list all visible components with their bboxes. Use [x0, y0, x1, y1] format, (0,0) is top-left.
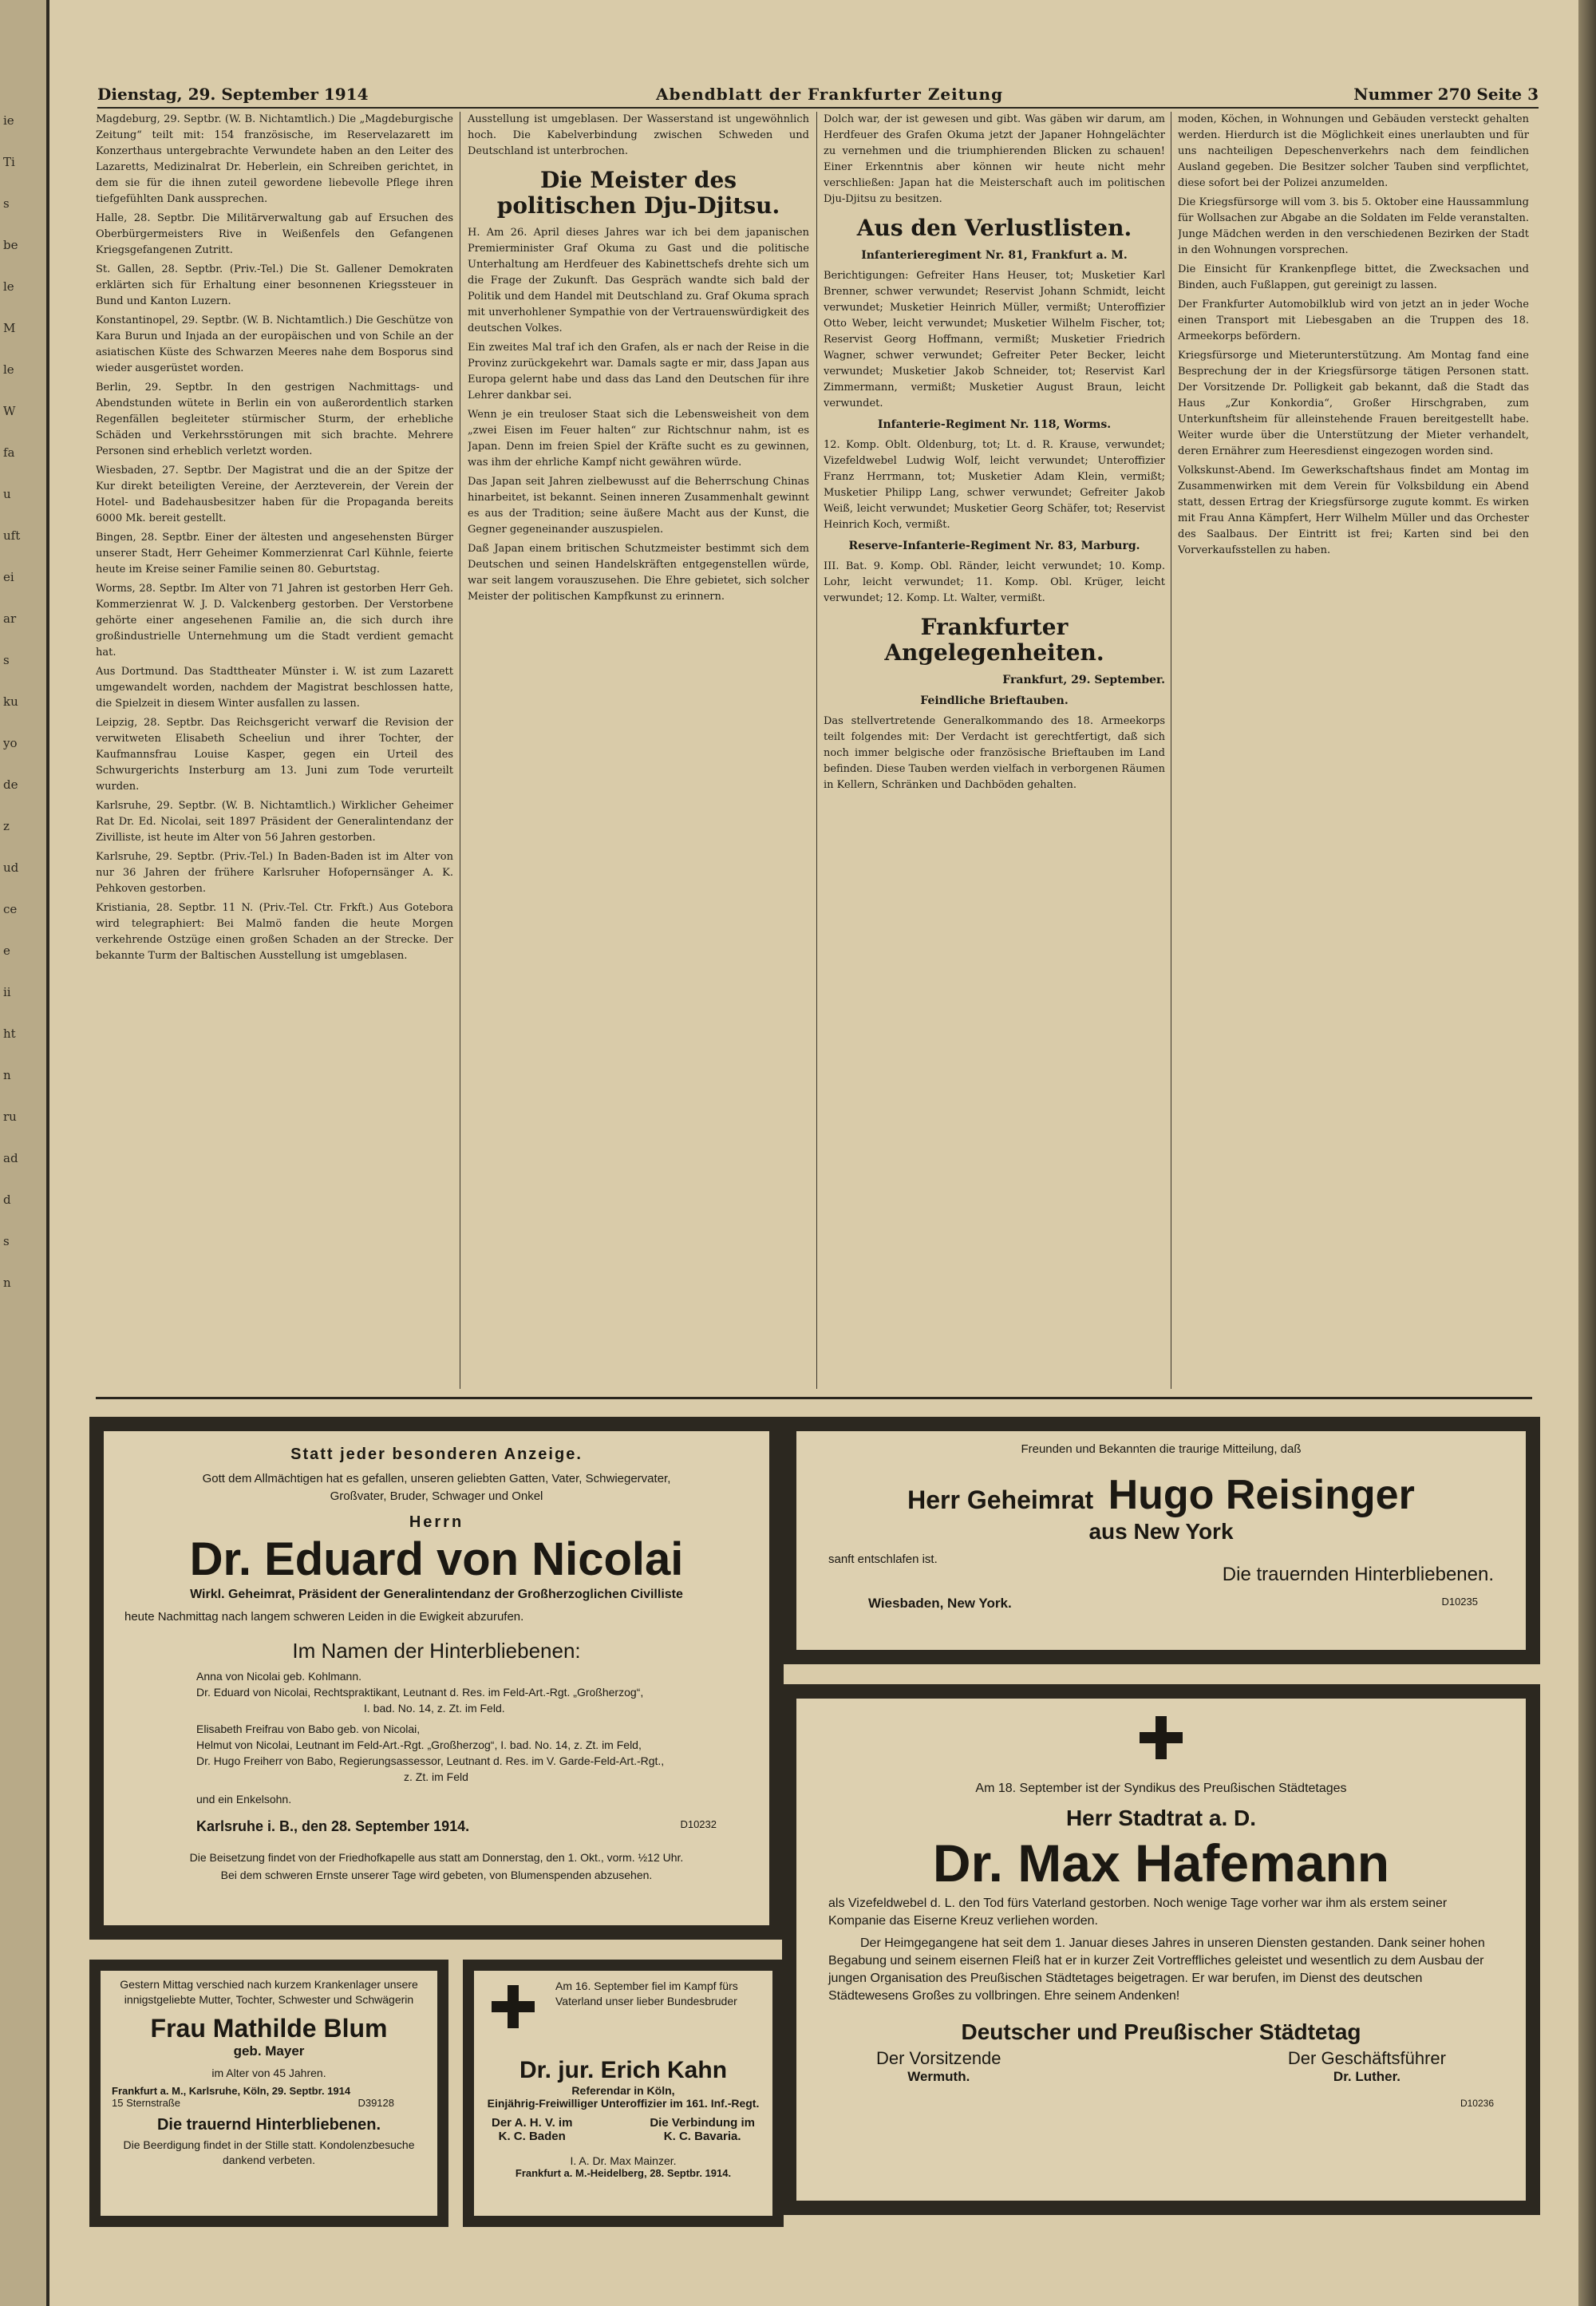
ad-text: Der Heimgegangene hat seit dem 1. Januar dieses Jahres in unseren Diensten gestanden. Dank seiner hohen Begabung und seinem eisernen Fleiß hat er in kurzer Zeit Vortreffliches geleistet und wesentlich zu dem Ausbau der jungen Organisation des Preußischen Städtetages beigetragen. Er war berufen, im Dienst des deutschen Städtewesens Großes zu vollbringen. Ehre seinem Andenken!	[828, 1936, 1485, 2003]
deceased-title: Referendar in Köln,	[571, 2084, 675, 2097]
news-item: Aus Dortmund. Das Stadttheater Münster i. W. ist zum Lazarett umgewandelt worden, nachdem der Magistrat beschlossen hatte, die Spielzeit in diesem Winter ausfallen zu lassen.	[96, 666, 453, 710]
column-1	[96, 112, 453, 1389]
ad-place-date: Karlsruhe i. B., den 28. September 1914.	[196, 1818, 470, 1834]
prev-page-text-fragment: ku	[3, 694, 18, 709]
signatory-name: Wermuth.	[907, 2069, 970, 2084]
prev-page-text-fragment: be	[3, 238, 18, 252]
prev-page-text-fragment: ru	[3, 1109, 17, 1124]
bereaved-line: I. bad. No. 14, z. Zt. im Feld.	[364, 1702, 505, 1715]
news-item: Volkskunst-Abend. Im Gewerkschaftshaus findet am Montag im Zusammenwirken mit dem Verein für Volksbildung ein Abend statt, dessen Ertrag der Kriegsfürsorge zugute kommt. Es wirken mit Frau Anna Kämpfert, Herr Wilhelm Müller und das Orchester des Saalbaus. Der Eintritt ist frei; Karten sind bei den Vorverkaufsstellen zu haben.	[1178, 465, 1529, 556]
signatory-name: Dr. Luther.	[1333, 2069, 1400, 2084]
prev-page-text-fragment: s	[3, 196, 10, 211]
prev-page-text-fragment: ar	[3, 611, 17, 626]
prev-page-text-fragment: e	[3, 943, 10, 958]
news-item: Konstantinopel, 29. Septbr. (W. B. Nichtamtlich.) Die Geschütze von Kara Burun und Injada an der europäischen und von Schile an der asiatischen Küste des Schwarzen Meeres nahe dem Bosporus sind wieder ausgerüstet worden.	[96, 314, 453, 374]
ad-place: Wiesbaden, New York.	[868, 1596, 1012, 1611]
prev-page-text-fragment: yo	[3, 736, 18, 750]
prev-page-text-fragment: W	[3, 404, 16, 418]
prev-page-text-fragment: de	[3, 777, 18, 792]
prev-page-text-fragment: M	[3, 321, 16, 335]
news-item: Ausstellung ist umgeblasen. Der Wasserstand ist ungewöhnlich hoch. Die Kabelverbindung zwischen Schweden und Deutschland ist unterbrochen.	[468, 113, 809, 157]
ad-herrn: Herrn	[409, 1513, 464, 1531]
article-paragraph: Ein zweites Mal traf ich den Grafen, als er nach der Reise in die Provinz zurückgekehrt war. Damals sagte er mir, dass Japan aus Europa gelernt habe und dass das Land den Deutschen für ihre Lehrer dankbar sei.	[468, 342, 809, 401]
prev-page-text-fragment: s	[3, 1234, 10, 1248]
column-4	[1178, 112, 1529, 1389]
ad-top-line: Am 16. September fiel im Kampf fürs Vaterland unser lieber Bundesbruder	[555, 1980, 738, 2007]
deceased-name: Hugo Reisinger	[1108, 1472, 1415, 1518]
article-paragraph: Das stellvertretende Generalkommando des 18. Armeekorps teilt folgendes mit: Der Verdacht ist gerechtfertigt, daß sich noch immer belgische oder französische Brieftauben im Land befinden. Diese Tauben werden vielfach in verborgenen Räumen in Kellern, Schränken und Dachböden gehalten.	[824, 715, 1165, 791]
subheading: Feindliche Brieftauben.	[920, 694, 1069, 707]
news-item: Karlsruhe, 29. Septbr. (Priv.-Tel.) In Baden-Baden ist im Alter von nur 36 Jahren der frühere Karlsruher Hofopernsänger A. K. Pehkoven gestorben.	[96, 851, 453, 895]
deceased-born: geb. Mayer	[233, 2043, 305, 2059]
obituary-kahn	[463, 1960, 784, 2227]
obituary-blum	[89, 1960, 448, 2227]
prev-page-text-fragment: ie	[3, 113, 14, 128]
news-item: Karlsruhe, 29. Septbr. (W. B. Nichtamtlich.) Wirklicher Geheimer Rat Dr. Ed. Nicolai, seit 1897 Präsident der Generalintendanz der Zivilliste, ist heute im Alter von 56 Jahren gestorben.	[96, 800, 453, 844]
news-item: St. Gallen, 28. Septbr. (Priv.-Tel.) Die St. Gallener Demokraten erklärten sich für Erhaltung einer besonnenen Kriegssteuer in Bund und Kanton Luzern.	[96, 263, 453, 307]
regiment-heading: Infanterieregiment Nr. 81, Frankfurt a. M.	[861, 249, 1128, 262]
ad-top-line: Statt jeder besonderen Anzeige.	[290, 1446, 583, 1463]
header-issue: Nummer 270 Seite 3	[1353, 85, 1539, 104]
article-paragraph: Das Japan seit Jahren zielbewusst auf die Beherrschung Chinas hinarbeitet, ist bekannt. Seinen inneren Zusammenhalt gewinnt es aus der Tradition; seine äußere Macht aus der Kunst, die Gegner gegeneinander auszuspielen.	[468, 476, 809, 536]
ad-sender: Die Verbindung im	[650, 2116, 755, 2130]
prev-page-text-fragment: ad	[3, 1151, 18, 1165]
news-item: Die Kriegsfürsorge will vom 3. bis 5. Oktober eine Haussammlung für Wollsachen zur Abgabe an die Soldaten im Felde veranstalten. Junge Mädchen werden in den verschiedenen Bezirken der Stadt in den Wohnungen vorsprechen.	[1178, 196, 1529, 256]
prev-page-text-fragment: ce	[3, 902, 18, 916]
obituary-nicolai	[89, 1417, 784, 1940]
ad-footnote: Bei dem schweren Ernste unserer Tage wird gebeten, von Blumenspenden abzusehen.	[220, 1869, 653, 1881]
prev-page-text-fragment: n	[3, 1276, 11, 1290]
bereaved-line: und ein Enkelsohn.	[196, 1793, 292, 1806]
dateline: Frankfurt, 29. September.	[1002, 674, 1165, 686]
prev-page-text-fragment: le	[3, 279, 14, 294]
news-item: Bingen, 28. Septbr. Einer der ältesten und angesehensten Bürger unserer Stadt, Herr Geheimer Kommerzienrat Carl Kühnle, feierte heute im Kreise seiner Familie seinen 80. Geburtstag.	[96, 532, 453, 576]
ad-street: 15 Sternstraße	[112, 2097, 180, 2109]
bereaved-heading: Im Namen der Hinterbliebenen:	[292, 1639, 581, 1663]
news-item: Magdeburg, 29. Septbr. (W. B. Nichtamtlich.) Die „Magdeburgische Zeitung“ teilt mit: 154 französische, im Reservelazarett im Konzerthaus untergebrachte Verwundete haben an den Leiter des Lazaretts, Medizinalrat Dr. Heberlein, ein Schreiben gerichtet, in dem sie für die ihnen zuteil gewordene liebevolle Pflege ihren tiefgefühlten Dank aussprechen.	[96, 113, 453, 205]
prev-page-text-fragment: ht	[3, 1026, 16, 1041]
column-rule	[816, 112, 817, 1389]
bereaved-line: Anna von Nicolai geb. Kohlmann.	[196, 1670, 362, 1683]
bereaved-line: Elisabeth Freifrau von Babo geb. von Nicolai,	[196, 1723, 421, 1735]
iron-cross-icon	[492, 1985, 535, 2028]
news-item: Die Einsicht für Krankenpflege bittet, die Zwecksachen und Binden, auch Fußlappen, gut gereinigt zu lassen.	[1178, 263, 1529, 291]
deceased-origin: aus New York	[1088, 1519, 1234, 1544]
iron-cross-icon	[1140, 1716, 1183, 1759]
prev-page-text-fragment: Ti	[3, 155, 15, 169]
regiment-heading: Reserve-Infanterie-Regiment Nr. 83, Marburg.	[848, 540, 1140, 552]
organisation-name: Deutscher und Preußischer Städtetag	[961, 2019, 1361, 2044]
ad-code: D10232	[680, 1818, 717, 1830]
ad-text: heute Nachmittag nach langem schweren Leiden in die Ewigkeit abzurufen.	[124, 1610, 524, 1624]
news-item: Kristiania, 28. Septbr. 11 N. (Priv.-Tel. Ctr. Frkft.) Aus Gotebora wird telegraphiert: Bei Malmö fanden die heute Morgen verkehrende Ostzüge einen großen Schaden an der Strecke. Der bekannte Turm der Baltischen Ausstellung ist umgeblasen.	[96, 902, 453, 962]
ad-signature: Die trauernd Hinterbliebenen.	[156, 2116, 381, 2134]
obituary-reisinger	[782, 1417, 1540, 1664]
article-paragraph: H. Am 26. April dieses Jahres war ich bei dem japanischen Premierminister Graf Okuma zu Gast und die politische Unterhaltung am Herdfeuer des Kabinettschefs drehte sich um die Frage der Zukunft. Das Gespräch wandte sich bald der Politik und dem Handel mit Deutschland zu. Graf Okuma sprach mit unverhohlener Sympathie von der Vertrauenswürdigkeit des deutschen Volkes.	[468, 227, 809, 334]
header-date: Dienstag, 29. September 1914	[97, 85, 369, 104]
ad-top-line: Gestern Mittag verschied nach kurzem Krankenlager unsere innigstgeliebte Mutter, Tochter, Schwester und Schwägerin	[120, 1978, 418, 2006]
ad-code: D10235	[1441, 1596, 1478, 1608]
regiment-heading: Infanterie-Regiment Nr. 118, Worms.	[877, 418, 1112, 431]
binding-spine	[1578, 0, 1596, 2306]
deceased-name: Dr. Max Hafemann	[932, 1833, 1390, 1893]
casualty-list-headline: Aus den Verlustlisten.	[856, 215, 1132, 241]
news-item: Worms, 28. Septbr. Im Alter von 71 Jahren ist gestorben Herr Geh. Kommerzienrat W. J. D. Valckenberg gestorben. Der Verstorbene gehörte einer angesehenen Familie an, die sich durch ihre großindustrielle Unternehmung um die Stadt verdient gemacht hat.	[96, 583, 453, 659]
prev-page-text-fragment: u	[3, 487, 11, 501]
ad-footnote: Die Beisetzung findet von der Friedhofkapelle aus statt am Donnerstag, den 1. Okt., vorm. ½12 Uhr.	[189, 1851, 684, 1864]
header-masthead: Abendblatt der Frankfurter Zeitung	[656, 85, 1004, 104]
article-headline: Die Meister des politischen Dju-Djitsu.	[496, 167, 780, 219]
page-header	[97, 83, 1539, 109]
previous-page-edge	[0, 0, 49, 2306]
article-paragraph: Daß Japan einem britischen Schutzmeister bestimmt sich dem Deutschen und seinen Handelskräften entgegenstellen würde, war seit langem vorauszusehen. Die Ehre gebietet, sich solcher Meister der politischen Kampfkunst zu erinnern.	[468, 543, 809, 603]
signatory-title: Der Geschäftsführer	[1287, 2048, 1446, 2068]
ad-footnote: Die Beerdigung findet in der Stille statt. Kondolenzbesuche dankend verbeten.	[123, 2138, 415, 2166]
ad-signature: Die trauernden Hinterbliebenen.	[1222, 1564, 1494, 1585]
prev-page-text-fragment: fa	[3, 445, 15, 460]
casualty-list: Berichtigungen: Gefreiter Hans Heuser, tot; Musketier Karl Brenner, schwer verwundet; Reservist Johann Schmidt, leicht verwundet; Musketier Heinrich Müller, vermißt; Unteroffizier Otto Weber, leicht verwundet; Musketier Wilhelm Fischer, tot; Reservist Georg Hoffmann, vermißt; Musketier Friedrich Wagner, schwer verwundet; Gefreiter Peter Becker, leicht verwundet; Musketier Jakob Schneider, tot; Reservist Karl Zimmermann, vermißt; Musketier August Braun, leicht verwundet.	[824, 270, 1165, 409]
ad-sender: K. C. Bavaria.	[663, 2130, 741, 2143]
ad-sender: Der A. H. V. im	[492, 2116, 573, 2130]
newspaper-page	[49, 0, 1596, 2306]
bereaved-line: Dr. Hugo Freiherr von Babo, Regierungsassessor, Leutnant d. Res. im V. Garde-Feld-Art.-Rgt.,	[196, 1754, 665, 1767]
ad-top-line: Freunden und Bekannten die traurige Mitteilung, daß	[1021, 1442, 1302, 1456]
deceased-title: Wirkl. Geheimrat, Präsident der Generalintendanz der Großherzoglichen Civilliste	[190, 1588, 683, 1601]
ad-text: sanft entschlafen ist.	[828, 1552, 938, 1566]
deceased-name: Dr. jur. Erich Kahn	[519, 2057, 728, 2083]
ad-text: Großvater, Bruder, Schwager und Onkel	[330, 1489, 543, 1503]
news-item: Leipzig, 28. Septbr. Das Reichsgericht verwarf die Revision der verwitweten Elisabeth Scheeliun und ihrer Tochter, der Kaufmannsfrau Louise Kasper, gegen ein Urteil des Schwurgerichts Insterburg am 13. Juni zum Tode verurteilt wurden.	[96, 717, 453, 793]
prev-page-text-fragment: le	[3, 362, 14, 377]
column-2	[468, 112, 809, 1389]
news-item: Dolch war, der ist gewesen und gibt. Was gäben wir darum, am Herdfeuer des Grafen Okuma jetzt der Japaner Hohngelächter zu vernehmen und die triumphierenden Blicken zu schauen! Einer Erkenntnis aber können wir heute nicht mehr verschließen: Japan hat die Meisterschaft auch im politischen Dju-Djitsu zu besitzen.	[824, 113, 1165, 205]
deceased-rank: Einjährig-Freiwilliger Unteroffizier im 161. Inf.-Regt.	[487, 2097, 760, 2110]
deceased-name: Frau Mathilde Blum	[150, 2014, 388, 2043]
ad-place-date: Frankfurt a. M.-Heidelberg, 28. Septbr. 1914.	[515, 2167, 732, 2179]
ad-code: D10236	[1460, 2098, 1494, 2109]
ad-text: Gott dem Allmächtigen hat es gefallen, unseren geliebten Gatten, Vater, Schwiegervater,	[202, 1472, 671, 1485]
article-paragraph: Wenn je ein treuloser Staat sich die Lebensweisheit von dem „zwei Eisen im Feuer halten“ zur Richtschnur nahm, ist es Japan. Denn im freien Spiel der Kräfte sucht es zu gewinnen, was ihm der ehrliche Kampf nicht gewähren würde.	[468, 409, 809, 469]
prev-page-text-fragment: z	[3, 819, 10, 833]
prev-page-text-fragment: uft	[3, 528, 21, 543]
obituary-hafemann	[782, 1684, 1540, 2215]
ad-text: im Alter von 45 Jahren.	[211, 2067, 326, 2079]
news-item: Berlin, 29. Septbr. In den gestrigen Nachmittags- und Abendstunden wütete in Berlin ein von außerordentlich starken Regenfällen begleiteter stürmischer Sturm, der erhebliche Schäden und Verkehrsstörungen mit sich brachte. Mehrere Personen sind erheblich verletzt worden.	[96, 382, 453, 457]
prev-page-text-fragment: n	[3, 1068, 11, 1082]
ad-top-line: Am 18. September ist der Syndikus des Preußischen Städtetages	[975, 1782, 1347, 1795]
ads-separator	[96, 1397, 1532, 1399]
casualty-list: III. Bat. 9. Komp. Obl. Ränder, leicht verwundet; 10. Komp. Lohr, leicht verwundet; 11. Komp. Obl. Krüger, leicht verwundet; 12. Komp. Lt. Walter, vermißt.	[824, 560, 1165, 604]
bereaved-line: Dr. Eduard von Nicolai, Rechtspraktikant, Leutnant d. Res. im Feld-Art.-Rgt. „Großherzog“,	[196, 1686, 644, 1699]
deceased-prefix: Herr Geheimrat	[907, 1485, 1094, 1514]
news-item: Der Frankfurter Automobilklub wird von jetzt an in jeder Woche einen Transport mit Liebesgaben an die Truppen des 18. Armeekorps befördern.	[1178, 299, 1529, 342]
bereaved-line: Helmut von Nicolai, Leutnant im Feld-Art.-Rgt. „Großherzog“, I. bad. No. 14, z. Zt. im Feld,	[196, 1738, 642, 1751]
column-3	[824, 112, 1165, 1389]
deceased-name: Dr. Eduard von Nicolai	[189, 1533, 684, 1585]
signatory-title: Der Vorsitzende	[876, 2048, 1001, 2068]
prev-page-text-fragment: ud	[3, 860, 19, 875]
prev-page-text-fragment: ii	[3, 985, 11, 999]
casualty-list: 12. Komp. Oblt. Oldenburg, tot; Lt. d. R. Krause, verwundet; Vizefeldwebel Ludwig Wolf, leicht verwundet; Unteroffizier Franz Herrmann, tot; Musketier Adam Klein, vermißt; Musketier Philipp Lang, schwer verwundet; Gefreiter Jakob Weiß, leicht verwundet; Musketier Georg Schäfer, tot; Reservist Heinrich Koch, vermißt.	[824, 439, 1165, 531]
news-item: moden, Köchen, in Wohnungen und Gebäuden versteckt gehalten werden. Hierdurch ist die Möglichkeit eines unerlaubten und für uns nachteiligen Depeschenverkehrs nach dem feindlichen Ausland gegeben. Die Besitzer solcher Tauben sind verpflichtet, diese sofort bei der Polizei anzumelden.	[1178, 113, 1529, 189]
ad-place-date: Frankfurt a. M., Karlsruhe, Köln, 29. Septbr. 1914	[112, 2085, 351, 2097]
ad-sender: K. C. Baden	[498, 2130, 566, 2143]
ad-text: als Vizefeldwebel d. L. den Tod fürs Vaterland gestorben. Noch wenige Tage vorher war ihm als erstem seiner Kompanie das Eiserne Kreuz verliehen worden.	[828, 1897, 1448, 1928]
ad-code: D39128	[358, 2097, 394, 2109]
news-item: Halle, 28. Septbr. Die Militärverwaltung gab auf Ersuchen des Oberbürgermeisters Rive in Weißenfels den Gefangenen Kriegsgefangenen Zutritt.	[96, 212, 453, 256]
prev-page-text-fragment: s	[3, 653, 10, 667]
prev-page-text-fragment: ei	[3, 570, 14, 584]
ad-signature: I. A. Dr. Max Mainzer.	[570, 2154, 677, 2167]
news-item: Wiesbaden, 27. Septbr. Der Magistrat und die an der Spitze der Kur direkt beteiligten Vereine, der Aerzteverein, der Verein der Hotel- und Badehausbesitzer haben für die Propaganda bereits 6000 Mk. bereit gestellt.	[96, 465, 453, 524]
local-news-headline: Frankfurter Angelegenheiten.	[884, 614, 1104, 666]
prev-page-text-fragment: d	[3, 1193, 11, 1207]
bereaved-line: z. Zt. im Feld	[404, 1770, 468, 1783]
deceased-prefix: Herr Stadtrat a. D.	[1065, 1806, 1257, 1830]
news-item: Kriegsfürsorge und Mieterunterstützung. Am Montag fand eine Besprechung der in der Kriegsfürsorge tätigen Personen statt. Der Vorsitzende Dr. Polligkeit gab bekannt, daß die Stadt das Haus „Zur Konkordia“, Großer Hirschgraben, zum Unterkunftsheim für alleinstehende Frauen bereitgestellt habe. Weiter wurde über die Unterstützung der Mieter verhandelt, deren Ernährer zum Heeresdienst eingezogen worden sind.	[1178, 350, 1529, 457]
